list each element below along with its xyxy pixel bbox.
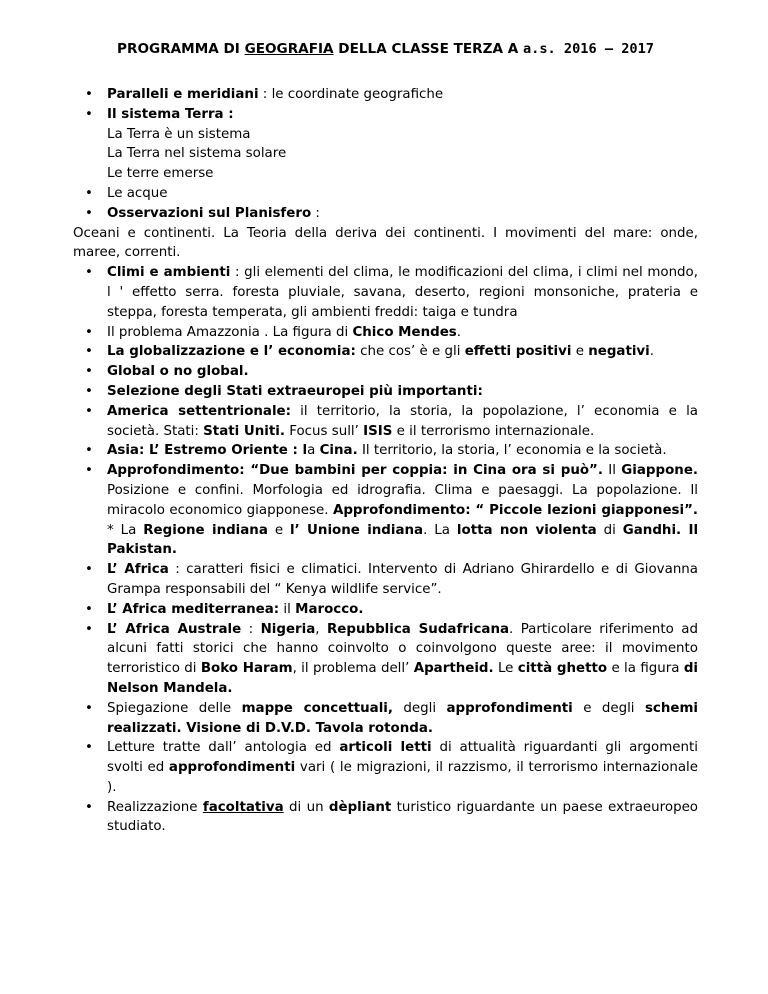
list-item: • Selezione degli Stati extraeuropei più importanti: <box>107 382 698 402</box>
list-item: • Asia: L’ Estremo Oriente : la Cina. Il territorio, la storia, l’ economia e la società. <box>107 441 698 461</box>
sub-line: La Terra nel sistema solare <box>107 146 287 162</box>
list-item: • Paralleli e meridiani : le coordinate geografiche <box>107 85 698 105</box>
paragraph: Oceani e continenti. La Teoria della deriva dei continenti. I movimenti del mare: onde, maree, correnti. <box>73 225 698 261</box>
title-class: DELLA CLASSE TERZA A <box>333 41 523 57</box>
list-item: • Global o no global. <box>107 362 698 382</box>
list-item: • L’ Africa mediterranea: il Marocco. <box>107 600 698 620</box>
list-item: • L’ Africa : caratteri fisici e climatici. Intervento di Adriano Ghirardello e di Giovanna Grampa responsabili del “ Kenya wildlife service”. <box>107 560 698 600</box>
title-school-year: a.s. 2016 – 2017 <box>523 41 654 57</box>
list-item: • L’ Africa Australe : Nigeria, Repubblica Sudafricana. Particolare riferimento ad alcuni fatti storici che hanno coinvolto o coinvolgono queste aree: il movimento terroristico di Boko Haram, il problema dell’ Apartheid. Le città ghetto e la figura di Nelson Mandela. <box>107 620 698 699</box>
sub-line: Le terre emerse <box>107 166 214 182</box>
list-item: • America settentrionale: il territorio, la storia, la popolazione, l’ economia e la società. Stati: Stati Uniti. Focus sull’ ISIS e il terrorismo internazionale. <box>107 402 698 442</box>
list-item: • Realizzazione facoltativa di un dèpliant turistico riguardante un paese extraeuropeo studiato. <box>107 798 698 838</box>
list-item: • Il sistema Terra : La Terra è un sistema La Terra nel sistema solare Le terre emerse <box>107 105 698 184</box>
list-item: • Approfondimento: “Due bambini per coppia: in Cina ora si può”. Il Giappone. Posizione e confini. Morfologia ed idrografia. Clima e paesaggi. La popolazione. Il miracolo economico giapponese. Approfondimento: “ Piccole lezioni giapponesi”. * La Regione indiana e l’ Unione indiana. La lotta non violenta di Gandhi. Il Pakistan. <box>107 461 698 560</box>
list-item: • Il problema Amazzonia . La figura di Chico Mendes. <box>107 323 698 343</box>
list-item: • Osservazioni sul Planisfero : <box>107 204 698 224</box>
list-item: • Spiegazione delle mappe concettuali, degli approfondimenti e degli schemi realizzati. Visione di D.V.D. Tavola rotonda. <box>107 699 698 739</box>
sub-line: La Terra è un sistema <box>107 126 251 142</box>
document-title <box>73 40 698 58</box>
program-list <box>73 85 698 837</box>
title-subject: GEOGRAFIA <box>244 41 334 57</box>
list-item: • Climi e ambienti : gli elementi del clima, le modificazioni del clima, i climi nel mondo, l ' effetto serra. foresta pluviale, savana, deserto, regioni monsoniche, prateria e steppa, foresta temperata, gli ambienti freddi: taiga e tundra <box>107 263 698 322</box>
list-item: • Le acque <box>107 184 698 204</box>
title-text: PROGRAMMA DI <box>117 41 245 57</box>
list-item: • La globalizzazione e l’ economia: che cos’ è e gli effetti positivi e negativi. <box>107 342 698 362</box>
list-item: • Letture tratte dall’ antologia ed articoli letti di attualità riguardanti gli argomenti svolti ed approfondimenti vari ( le migrazioni, il razzismo, il terrorismo internazionale ). <box>107 738 698 797</box>
